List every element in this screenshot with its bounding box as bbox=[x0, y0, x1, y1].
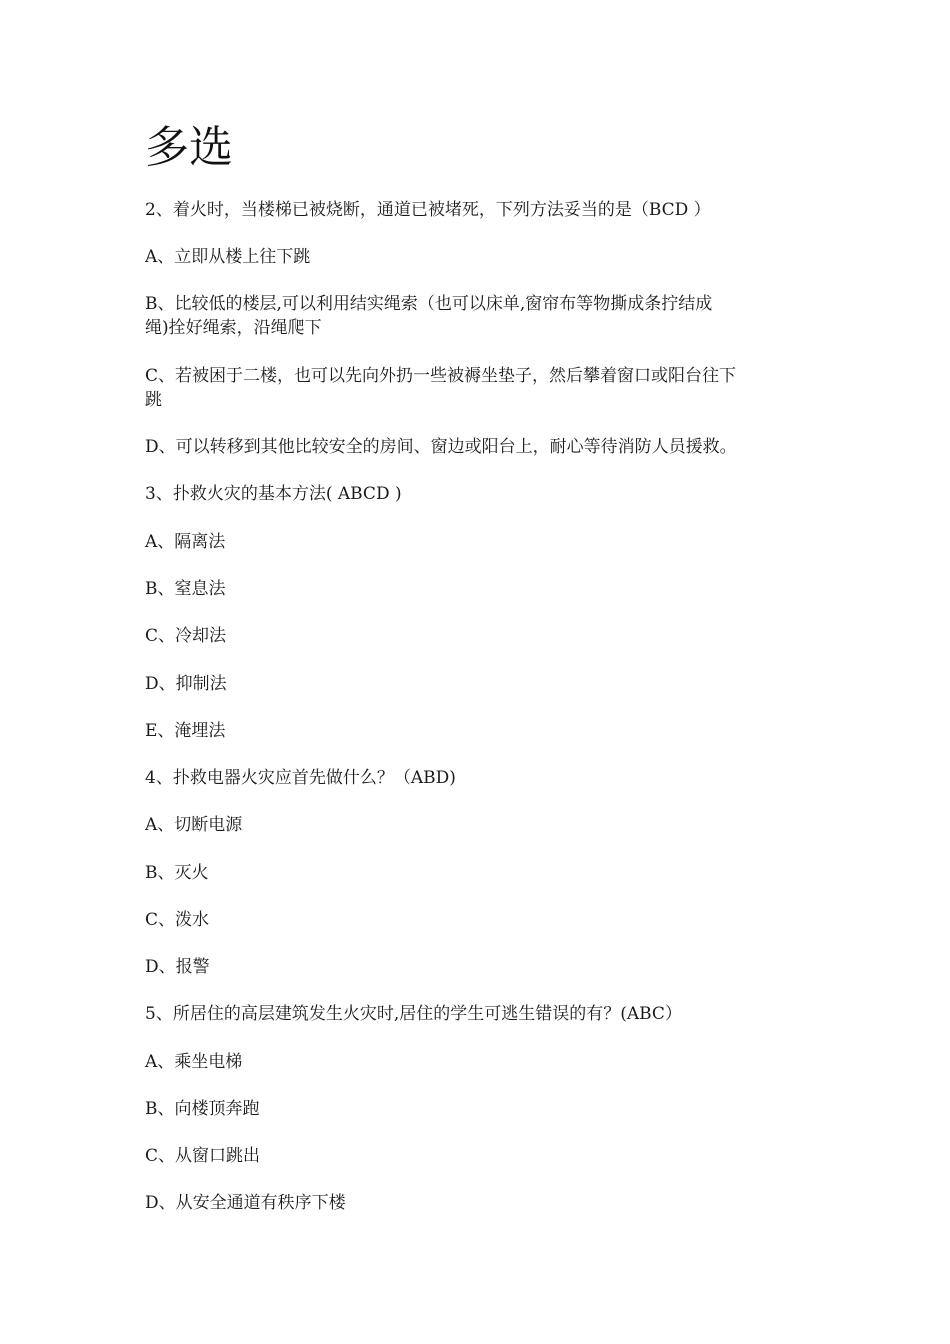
q4-option-c: C、泼水 bbox=[145, 910, 210, 930]
q3-option-b: B、窒息法 bbox=[145, 579, 226, 599]
q4-option-d: D、报警 bbox=[145, 957, 210, 977]
question-4: 4、扑救电器火灾应首先做什么？（ABD) bbox=[145, 768, 456, 788]
q2-option-b-line2: 绳)拴好绳索，沿绳爬下 bbox=[145, 318, 322, 338]
q2-option-c-line2: 跳 bbox=[145, 390, 162, 410]
question-3: 3、扑救火灾的基本方法( ABCD ) bbox=[145, 484, 402, 504]
q2-option-d: D、可以转移到其他比较安全的房间、窗边或阳台上，耐心等待消防人员援救。 bbox=[145, 437, 737, 457]
q2-option-c-line1: C、若被困于二楼，也可以先向外扔一些被褥坐垫子，然后攀着窗口或阳台往下 bbox=[145, 366, 737, 386]
q3-option-a: A、隔离法 bbox=[145, 532, 226, 552]
q5-option-b: B、向楼顶奔跑 bbox=[145, 1099, 260, 1119]
page-title: 多选 bbox=[145, 122, 233, 173]
q3-option-d: D、抑制法 bbox=[145, 674, 227, 694]
q5-option-d: D、从安全通道有秩序下楼 bbox=[145, 1193, 346, 1213]
q4-option-a: A、切断电源 bbox=[145, 815, 243, 835]
q5-option-c: C、从窗口跳出 bbox=[145, 1146, 261, 1166]
q3-option-e: E、淹埋法 bbox=[145, 721, 226, 741]
q2-option-a: A、立即从楼上往下跳 bbox=[145, 247, 311, 267]
question-2: 2、着火时，当楼梯已被烧断，通道已被堵死，下列方法妥当的是（BCD ） bbox=[145, 200, 711, 220]
q2-option-b-line1: B、比较低的楼层,可以利用结实绳索（也可以床单,窗帘布等物撕成条拧结成 bbox=[145, 294, 713, 314]
question-5: 5、所居住的高层建筑发生火灾时,居住的学生可逃生错误的有？(ABC） bbox=[145, 1004, 682, 1024]
q4-option-b: B、灭火 bbox=[145, 863, 209, 883]
q5-option-a: A、乘坐电梯 bbox=[145, 1052, 243, 1072]
q3-option-c: C、冷却法 bbox=[145, 626, 227, 646]
